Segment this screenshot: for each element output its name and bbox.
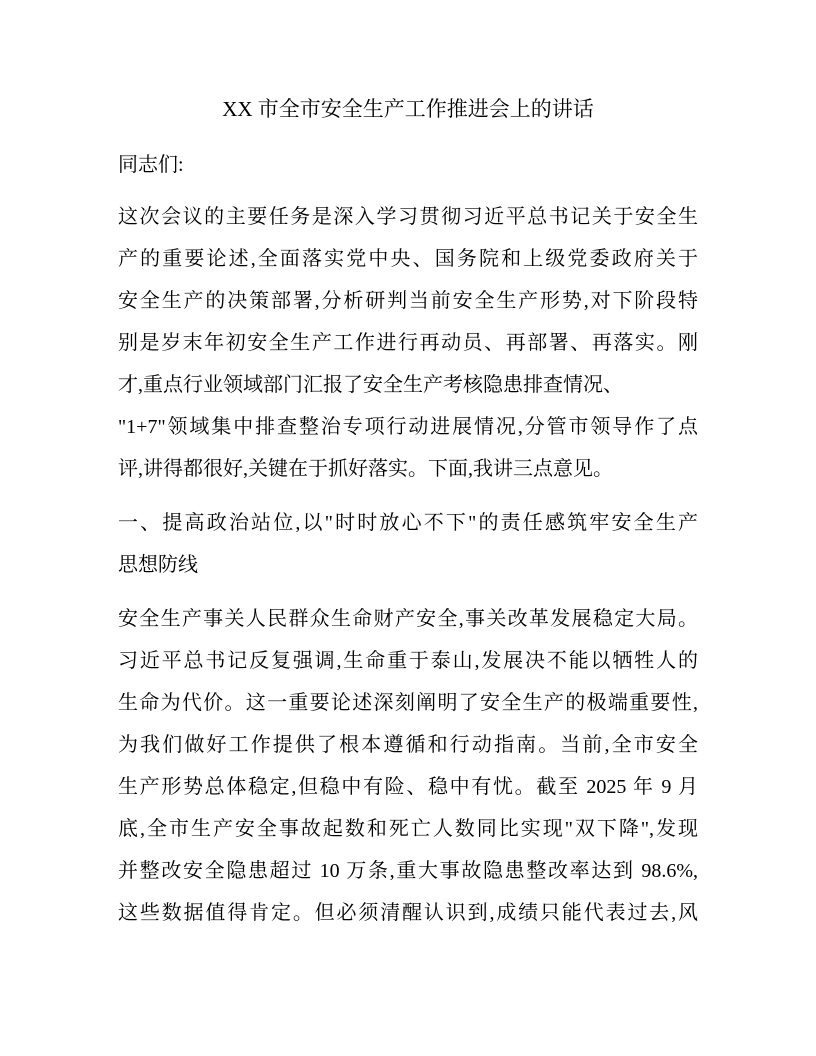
- salutation: 同志们:: [118, 154, 184, 176]
- paragraph-line: 安全生产的决策部署,分析研判当前安全生产形势,对下阶段特: [118, 290, 698, 312]
- paragraph-line: 底,全市生产安全事故起数和死亡人数同比实现"双下降",发现: [118, 818, 698, 840]
- heading-line: 思想防线: [118, 554, 198, 576]
- paragraph-section-1-body: [118, 598, 698, 934]
- paragraph-line: 生产形势总体稳定,但稳中有险、稳中有忧。截至 2025 年 9 月: [118, 776, 698, 798]
- paragraph-line: 才,重点行业领域部门汇报了安全生产考核隐患排查情况、: [118, 374, 623, 396]
- paragraph-line: 安全生产事关人民群众生命财产安全,事关改革发展稳定大局。: [118, 608, 698, 630]
- document-title: XX 市全市安全生产工作推进会上的讲话: [222, 97, 594, 121]
- paragraph-line: 为我们做好工作提供了根本遵循和行动指南。当前,全市安全: [118, 734, 698, 756]
- paragraph-line: 这次会议的主要任务是深入学习贯彻习近平总书记关于安全生: [118, 206, 698, 228]
- paragraph-intro: [118, 196, 698, 490]
- section-heading-1: [118, 502, 698, 586]
- paragraph-line: 产的重要论述,全面落实党中央、国务院和上级党委政府关于: [118, 248, 698, 270]
- paragraph-line: "1+7"领域集中排查整治专项行动进展情况,分管市领导作了点: [118, 416, 698, 438]
- paragraph-line: 并整改安全隐患超过 10 万条,重大事故隐患整改率达到 98.6%,: [118, 860, 698, 882]
- heading-line: 一、提高政治站位,以"时时放心不下"的责任感筑牢安全生产: [118, 512, 698, 534]
- paragraph-line: 生命为代价。这一重要论述深刻阐明了安全生产的极端重要性,: [118, 692, 698, 714]
- paragraph-line: 这些数据值得肯定。但必须清醒认识到,成绩只能代表过去,风: [118, 902, 698, 924]
- paragraph-line: 别是岁末年初安全生产工作进行再动员、再部署、再落实。刚: [118, 332, 698, 354]
- paragraph-line: 习近平总书记反复强调,生命重于泰山,发展决不能以牺牲人的: [118, 650, 698, 672]
- paragraph-line: 评,讲得都很好,关键在于抓好落实。下面,我讲三点意见。: [118, 458, 613, 480]
